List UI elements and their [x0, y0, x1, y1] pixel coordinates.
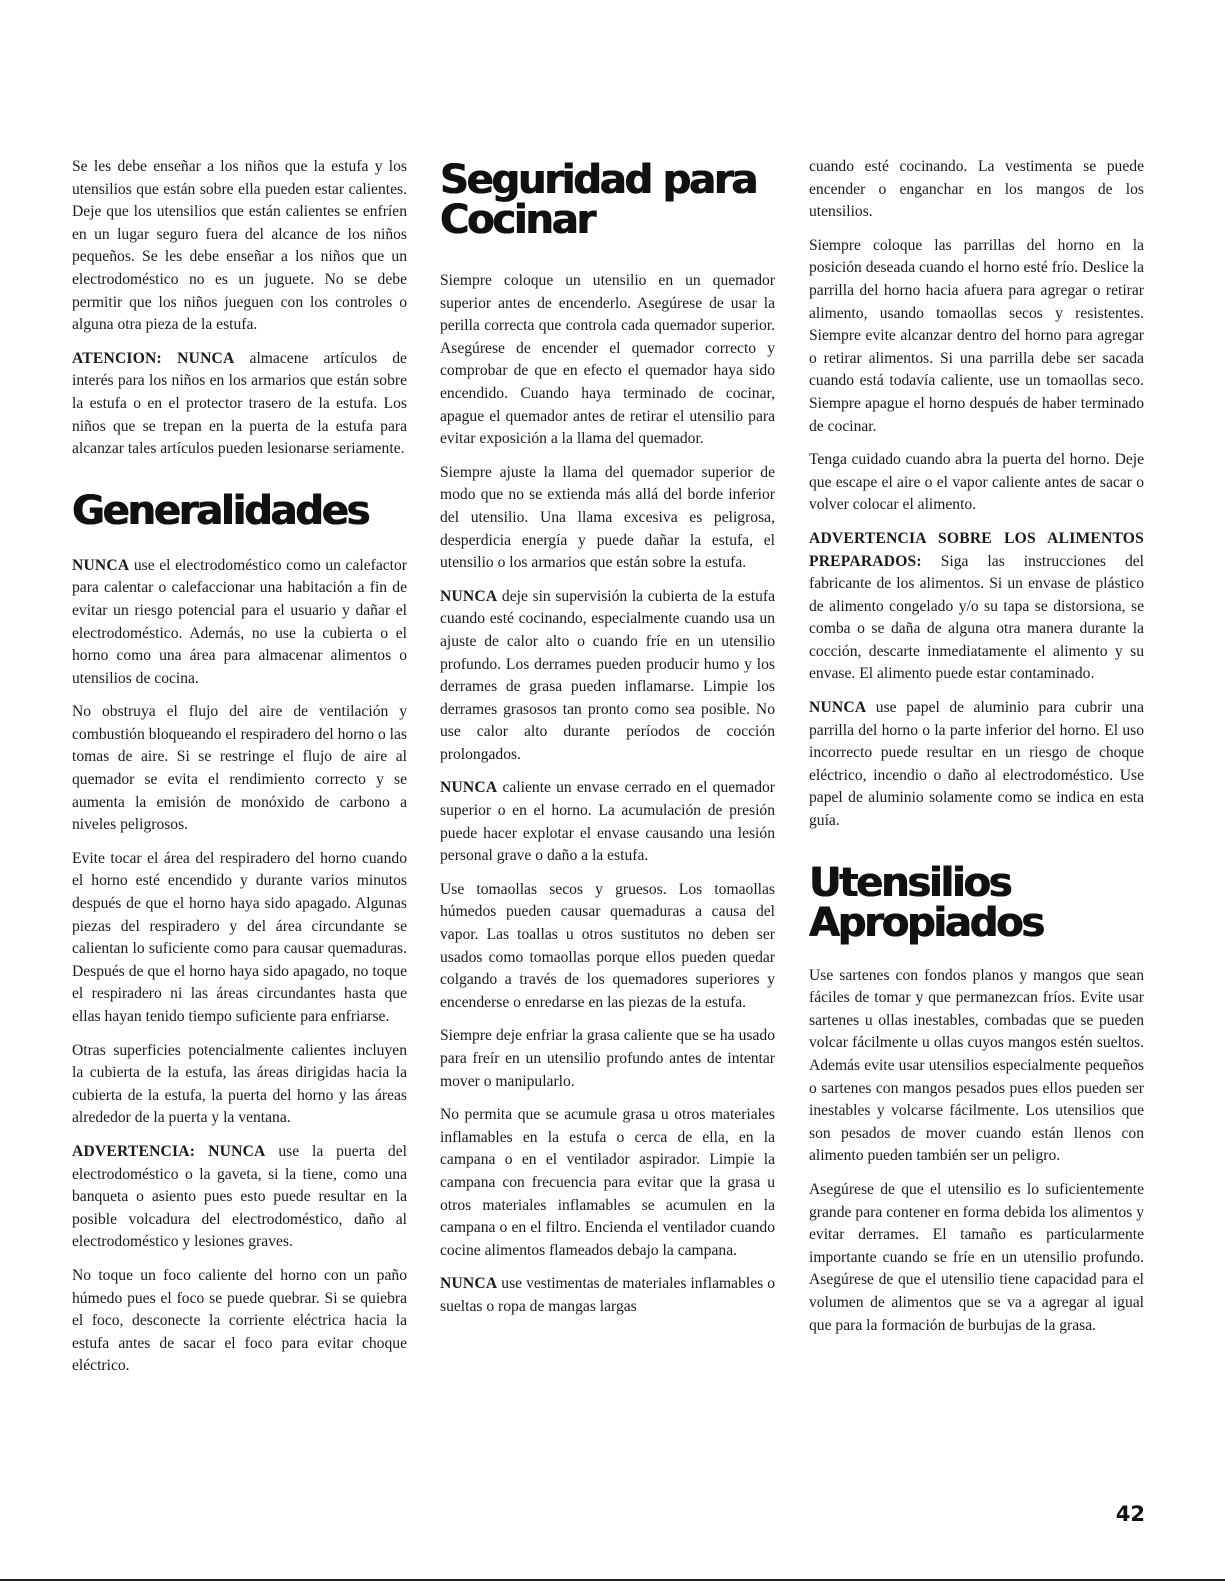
paragraph-clothing-cont: cuando esté cocinando. La vestimenta se puede encender o enganchar en los mangos de los utensilios. — [809, 158, 1144, 221]
paragraph-hot-surfaces: Otras superficies potencialmente calientes incluyen la cubierta de la estufa, las áreas dirigidas hacia la cubierta de la estufa, la puerta del horno y las áreas alrededor de la puerta y la ventana. — [72, 1041, 407, 1127]
paragraph-cool-grease: Siempre deje enfriar la grasa caliente que se ha usado para freír en un utensilio profundo antes de intentar mover o manipularlo. — [440, 1027, 775, 1090]
paragraph-text: Siga las instrucciones del fabricante de los alimentos. Si un envase de plástico de alimento congelado y/o su tapa se distorsiona, se comba o se daña de alguna otra manera durante la cocción, descarte inmediatamente el alimento y su envase. El alimento puede estar contaminado. — [809, 552, 1144, 683]
page-number: 42 — [1115, 1502, 1145, 1526]
paragraph-advertencia-door — [72, 1141, 407, 1254]
paragraph-text: deje sin supervisión la cubierta de la estufa cuando esté cocinando, especialmente cuando usa un ajuste de calor alto o cuando fríe en un utensilio profundo. Los derrames pueden producir humo y los derrames de grasa pueden inflamarse. Limpie los derrames grasosos tan pronto como sea posible. No use calor alto durante períodos de cocción prolongados. — [440, 587, 775, 763]
section-heading-seguridad: Seguridad para Cocinar — [440, 157, 757, 243]
paragraph-children-hot: Se les debe enseñar a los niños que la estufa y los utensilios que están sobre ella pueden estar calientes. Deje que los utensilios que están calientes se enfríen en un lugar seguro fuera del alcance de los niños pequeños. Se les debe enseñar a los niños que un electrodoméstico no es un juguete. No se debe permitir que los niños jueguen con los controles o alguna otra pieza de la estufa. — [72, 158, 407, 334]
paragraph-nunca-unattended — [440, 586, 775, 767]
paragraph-text: use la puerta del electrodoméstico o la gaveta, si la tiene, como una banqueta o asiento pues esto puede resultar en la posible volcadura del electrodoméstico, daño al electrodoméstico y lesiones graves. — [72, 1142, 407, 1251]
paragraph-text: use vestimentas de materiales inflamables o sueltas o ropa de mangas largas — [440, 1275, 775, 1315]
warning-lead: NUNCA — [440, 779, 498, 797]
paragraph-text: almacene artículos de interés para los niños en los armarios que están sobre la estufa o en el protector trasero de la estufa. Los niños que se trepan en la puerta de la estufa para alcanzar tales artículos pueden lesionarse seriamente. — [72, 349, 407, 458]
paragraph-nunca-clothing — [440, 1273, 775, 1318]
section-heading-utensilios: Utensilios Apropiados — [809, 859, 1044, 946]
paragraph-grease-buildup: No permita que se acumule grasa u otros materiales inflamables en la estufa o cerca de ella, en la campana o en el ventilador aspirador. Limpie la campana con frecuencia para evitar que la grasa u otros materiales inflamables se acumulen en la campana o en el filtro. Encienda el ventilador cuando cocine alimentos flameados debajo la campana. — [440, 1106, 775, 1259]
bottom-divider — [0, 1579, 1225, 1581]
paragraph-flat-pans: Use sartenes con fondos planos y mangos que sean fáciles de tomar y que permanezcan fríos. Evite usar sartenes u ollas inestables, combadas que se pueden volcar fácilmente u ollas cuyos mangos estén sueltos. Además evite usar utensilios especialmente pequeños o sartenes con mangos pesados pues ellos pueden ser inestables y volcarse fácilmente. Los utensilios que son pesados de mover cuando están llenos con alimento pueden también ser un peligro. — [809, 966, 1144, 1165]
paragraph-atencion — [72, 348, 407, 461]
paragraph-potholders: Use tomaollas secos y gruesos. Los tomaollas húmedos pueden causar quemaduras a causa del vapor. Las toallas u otros sustitutos no deben ser usados como tomaollas porque ellos pueden quedar colgando a través de los quemadores superiores y encenderse o enredarse en las piezas de la estufa. — [440, 880, 775, 1011]
paragraph-nunca-heater — [72, 555, 407, 691]
paragraph-oven-door: Tenga cuidado cuando abra la puerta del horno. Deje que escape el aire o el vapor caliente antes de sacar o volver colocar el alimento. — [809, 451, 1144, 514]
paragraph-text: use papel de aluminio para cubrir una parrilla del horno o la parte inferior del horno. El uso incorrecto puede resultar en un riesgo de choque eléctrico, incendio o daño al electrodoméstico. Use papel de aluminio solamente como se indica en esta guía. — [809, 699, 1144, 830]
paragraph-burner-utensil: Siempre coloque un utensilio en un quemador superior antes de encenderlo. Asegúrese de usar la perilla correcta que controla cada quemador superior. Asegúrese de encender el quemador correcto y comprobar de que en efecto el quemador haya sido encendido. Cuando haya terminado de cocinar, apague el quemador antes de retirar el utensilio para evitar exposición a la llama del quemador. — [440, 272, 775, 448]
warning-lead: ADVERTENCIA: NUNCA — [72, 1142, 266, 1160]
warning-lead: ADVERTENCIA SOBRE LOS ALIMENTOS PREPARADOS: — [809, 529, 1144, 570]
column-right — [809, 156, 1144, 1348]
warning-lead: NUNCA — [440, 1275, 498, 1293]
paragraph-nunca-foil — [809, 697, 1144, 833]
paragraph-vent-hot: Evite tocar el área del respiradero del horno cuando el horno esté encendido y durante varios minutos después de que el horno haya sido apagado. Algunas piezas del respiradero y del área circundante se calientan lo suficiente como para causar quemaduras. Después de que el horno haya sido apagado, no toque el respiradero ni las áreas circundantes hasta que ellas hayan tenido tiempo suficiente para enfriarse. — [72, 849, 407, 1025]
warning-lead: NUNCA — [809, 699, 867, 717]
paragraph-flame-adjust: Siempre ajuste la llama del quemador superior de modo que no se extienda más allá del borde inferior del utensilio. Una llama excesiva es peligrosa, desperdicia energía y puede dañar la estufa, el utensilio o los armarios que están sobre la estufa. — [440, 463, 775, 572]
column-left — [72, 156, 407, 1389]
paragraph-advertencia-prepared-food — [809, 528, 1144, 686]
warning-lead: NUNCA — [72, 556, 130, 574]
warning-lead: NUNCA — [440, 587, 498, 605]
paragraph-nunca-closed-container — [440, 777, 775, 867]
paragraph-oven-racks: Siempre coloque las parrillas del horno en la posición deseada cuando el horno esté frío. Deslice la parrilla del horno hacia afuera para agregar o retirar alimento, usando tomaollas secos y resistentes. Siempre evite alcanzar dentro del horno para agregar o retirar alimentos. Si una parrilla debe ser sacada cuando está todavía caliente, use un tomaollas seco. Siempre apague el horno después de haber terminado de cocinar. — [809, 236, 1144, 435]
paragraph-text: use el electrodoméstico como un calefactor para calentar o calefaccionar una habitación a fin de evitar un riesgo potencial para el usuario y dañar el electrodoméstico. Además, no use la cubierta o el horno como una área para almacenar alimentos o utensilios de cocina. — [72, 556, 407, 687]
paragraph-bulb: No toque un foco caliente del horno con un paño húmedo pues el foco se puede quebrar. Si se quiebra el foco, desconecte la corriente eléctrica hacia la estufa antes de sacar el foco para evitar choque eléctrico. — [72, 1266, 407, 1375]
column-middle — [440, 150, 775, 1330]
section-heading-generalidades: Generalidades — [72, 487, 369, 534]
paragraph-utensil-size: Asegúrese de que el utensilio es lo suficientemente grande para contener en forma debida los alimentos y evitar derrames. El tamaño es particularmente importante cuando se fríe en un utensilio profundo. Asegúrese de que el utensilio tiene capacidad para el volumen de alimentos que se va a agregar al igual que para la formación de burbujas de la grasa. — [809, 1180, 1144, 1334]
paragraph-ventilation: No obstruya el flujo del aire de ventilación y combustión bloqueando el respiradero del horno o las tomas de aire. Si se restringe el flujo de aire al quemador se evita el rendimiento correcto y se aumenta la emisión de monóxido de carbono a niveles peligrosos. — [72, 703, 407, 834]
paragraph-text: caliente un envase cerrado en el quemador superior o en el horno. La acumulación de presión puede hacer explotar el envase causando una lesión personal grave o daño a la estufa. — [440, 779, 775, 865]
warning-lead: ATENCION: NUNCA — [72, 349, 235, 367]
